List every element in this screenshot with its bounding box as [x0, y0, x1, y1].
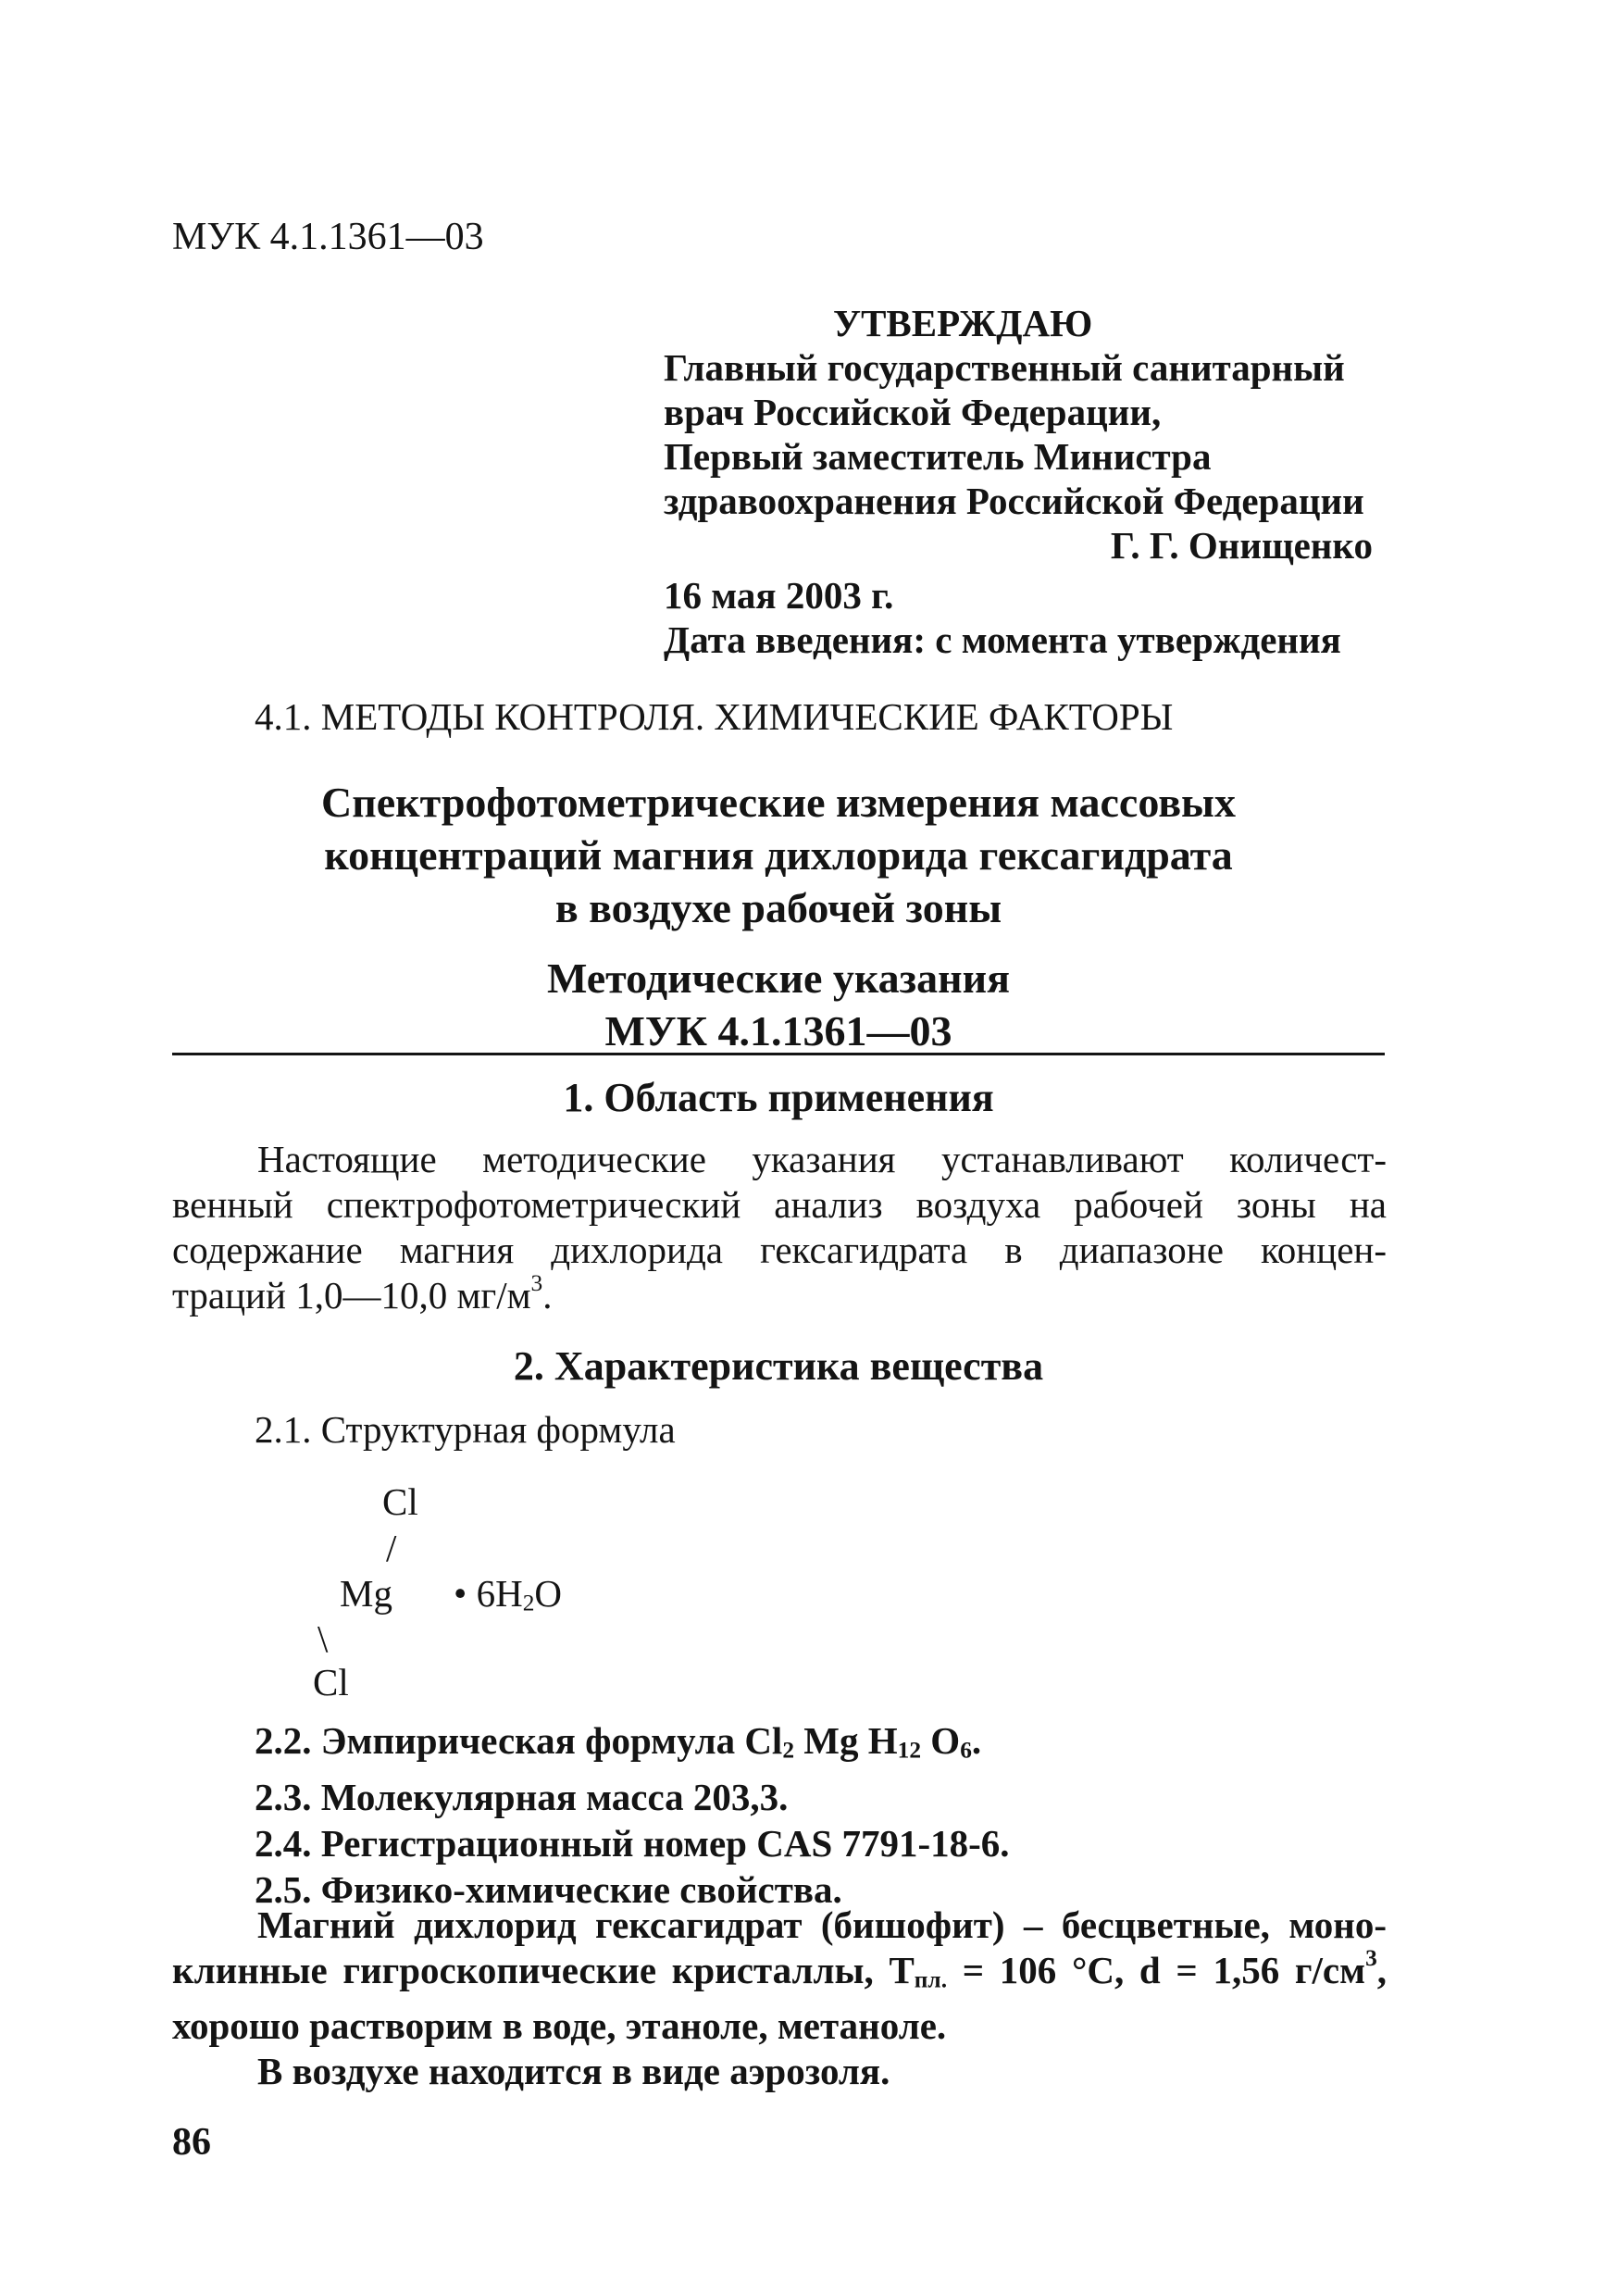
item-2-1: 2.1. Структурная формула	[255, 1408, 676, 1451]
formula-water	[454, 1571, 562, 1617]
paragraph-line	[172, 1269, 1387, 1318]
approval-date: 16 мая 2003 г.	[664, 574, 894, 617]
paragraph-line: хорошо растворим в воде, этаноле, метаноле.	[172, 2003, 947, 2047]
item-2-4: 2.4. Регистрационный номер CAS 7791-18-6.	[255, 1821, 1010, 1865]
paragraph-line: В воздухе находится в виде аэрозоля.	[257, 2049, 890, 2092]
approval-block	[664, 301, 1381, 662]
guidelines-code: МУК 4.1.1361—03	[604, 1007, 952, 1054]
formula-text: O	[534, 1572, 563, 1615]
paragraph-line	[172, 1944, 1388, 2003]
title-line: концентраций магния дихлорида гексагидрата	[324, 831, 1233, 879]
section1-paragraph	[172, 1137, 1387, 1318]
subscript: 2	[782, 1737, 795, 1764]
approval-title: УТВЕРЖДАЮ	[833, 302, 1093, 344]
list-text: .	[971, 1719, 982, 1762]
formula-cl-bottom: Cl	[313, 1661, 349, 1703]
approval-line: врач Российской Федерации,	[664, 391, 1162, 433]
paragraph-text: траций 1,0—10,0 мг/м	[172, 1274, 531, 1316]
approval-line: Главный государственный санитарный	[664, 346, 1345, 389]
subscript: 2	[522, 1590, 535, 1616]
formula-cl-top: Cl	[382, 1480, 418, 1523]
item-2-2	[255, 1717, 1010, 1774]
guidelines-heading	[172, 952, 1385, 1057]
list-text: O	[921, 1719, 961, 1762]
paragraph-line: содержание магния дихлорида гексагидрата в диапазоне концен-	[172, 1229, 1387, 1271]
formula-text: 6H	[476, 1572, 523, 1615]
divider	[172, 1053, 1385, 1055]
superscript: 3	[530, 1269, 543, 1296]
subscript: 6	[960, 1737, 972, 1764]
paragraph-text: клинные гигроскопические кристаллы, Т	[172, 1949, 915, 1991]
paragraph-text: ,	[1376, 1949, 1388, 1991]
subscript: 12	[897, 1737, 922, 1764]
formula-bond-top: /	[386, 1527, 397, 1569]
list-text: 2.2. Эмпирическая формула Cl	[255, 1719, 783, 1762]
paragraph-line: Настоящие методические указания устанавливают количест-	[257, 1138, 1387, 1180]
list-text: Mg H	[794, 1719, 898, 1762]
title-line: в воздухе рабочей зоны	[554, 884, 1002, 931]
superscript: 3	[1365, 1944, 1377, 1971]
formula-bond-bottom: \	[317, 1617, 329, 1660]
subscript: пл.	[914, 1966, 948, 1993]
approval-line: здравоохранения Российской Федерации	[664, 480, 1364, 522]
guidelines-label: Методические указания	[546, 955, 1011, 1002]
section1-heading: 1. Область применения	[563, 1075, 994, 1120]
effective-date: Дата введения: с момента утверждения	[664, 618, 1341, 661]
paragraph-line: венный спектрофотометрический анализ воздуха рабочей зоны на	[172, 1183, 1387, 1226]
formula-dot: •	[454, 1572, 467, 1615]
approval-signatory: Г. Г. Онищенко	[1110, 524, 1373, 567]
item-2-3: 2.3. Молекулярная масса 203,3.	[255, 1775, 789, 1818]
formula-mg: Mg	[340, 1572, 392, 1615]
paragraph-text: .	[542, 1274, 553, 1316]
paragraph-text: = 106 °C, d = 1,56 г/см	[947, 1949, 1366, 1991]
properties-list	[255, 1717, 1010, 1913]
paragraph-line: Магний дихлорид гексагидрат (бишофит) – бесцветные, моно-	[257, 1903, 1387, 1946]
page-number: 86	[172, 2121, 211, 2164]
properties-paragraph	[172, 1903, 1387, 2094]
section2-heading: 2. Характеристика вещества	[513, 1343, 1044, 1389]
approval-line: Первый заместитель Министра	[664, 435, 1212, 478]
document-title	[172, 776, 1385, 934]
title-line: Спектрофотометрические измерения массовых	[321, 779, 1236, 826]
item-2-5: 2.5. Физико-химические свойства.	[255, 1867, 842, 1911]
document-code: МУК 4.1.1361—03	[172, 216, 484, 258]
section-heading: 4.1. МЕТОДЫ КОНТРОЛЯ. ХИМИЧЕСКИЕ ФАКТОРЫ	[255, 695, 1174, 738]
